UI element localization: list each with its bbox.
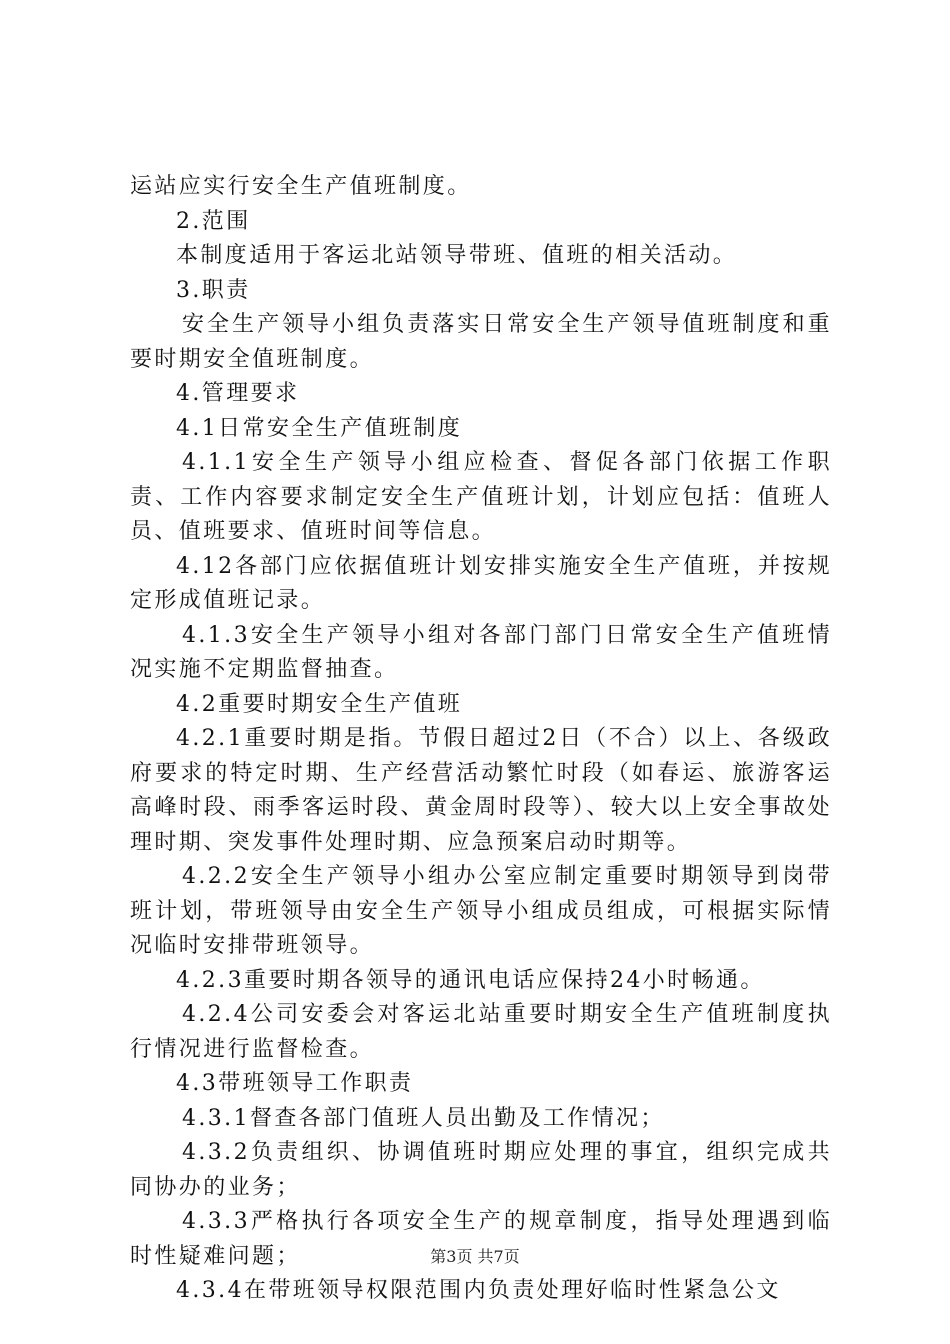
section-heading: 3.职责 xyxy=(176,277,251,303)
paragraph: 本制度适用于客运北站领导带班、值班的相关活动。 xyxy=(176,243,738,268)
document-body xyxy=(130,170,832,1309)
paragraph: 4.3.4在带班领导权限范围内负责处理好临时性紧急公文 xyxy=(176,1278,781,1303)
paragraph: 4.2.4公司安委会对客运北站重要时期安全生产值班制度执行情况进行监督检查。 xyxy=(130,1002,832,1062)
paragraph: 安全生产领导小组负责落实日常安全生产领导值班制度和重要时期安全值班制度。 xyxy=(130,312,832,372)
paragraph: 4.1.1安全生产领导小组应检查、督促各部门依据工作职责、工作内容要求制定安全生产值班计划，计划应包括：值班人员、值班要求、值班时间等信息。 xyxy=(130,450,832,544)
section-heading: 2.范围 xyxy=(176,208,251,234)
page-number-footer: 第3页 共7页 xyxy=(430,1247,520,1266)
paragraph: 4.3.2负责组织、协调值班时期应处理的事宜，组织完成共同协办的业务； xyxy=(130,1140,832,1200)
subsection-heading: 4.3带班领导工作职责 xyxy=(176,1071,414,1096)
paragraph: 运站应实行安全生产值班制度。 xyxy=(130,174,472,199)
paragraph: 4.2.1重要时期是指。节假日超过2日（不合）以上、各级政府要求的特定时期、生产经营活动繁忙时段（如春运、旅游客运高峰时段、雨季客运时段、黄金周时段等）、较大以上安全事故处理时期、突发事件处理时期、应急预案启动时期等。 xyxy=(130,726,832,855)
paragraph: 4.2.2安全生产领导小组办公室应制定重要时期领导到岗带班计划，带班领导由安全生产领导小组成员组成，可根据实际情况临时安排带班领导。 xyxy=(130,864,832,958)
paragraph: 4.2.3重要时期各领导的通讯电话应保持24小时畅通。 xyxy=(176,967,765,993)
paragraph: 4.12各部门应依据值班计划安排实施安全生产值班，并按规定形成值班记录。 xyxy=(130,553,832,613)
subsection-heading: 4.2重要时期安全生产值班 xyxy=(176,691,463,717)
section-heading: 4.管理要求 xyxy=(176,381,300,406)
paragraph: 4.3.1督查各部门值班人员出勤及工作情况； xyxy=(182,1105,665,1131)
subsection-heading: 4.1日常安全生产值班制度 xyxy=(176,415,463,441)
paragraph: 4.1.3安全生产领导小组对各部门部门日常安全生产值班情况实施不定期监督抽查。 xyxy=(130,622,832,682)
paragraph: 4.3.3严格执行各项安全生产的规章制度，指导处理遇到临时性疑难问题； xyxy=(130,1209,832,1269)
